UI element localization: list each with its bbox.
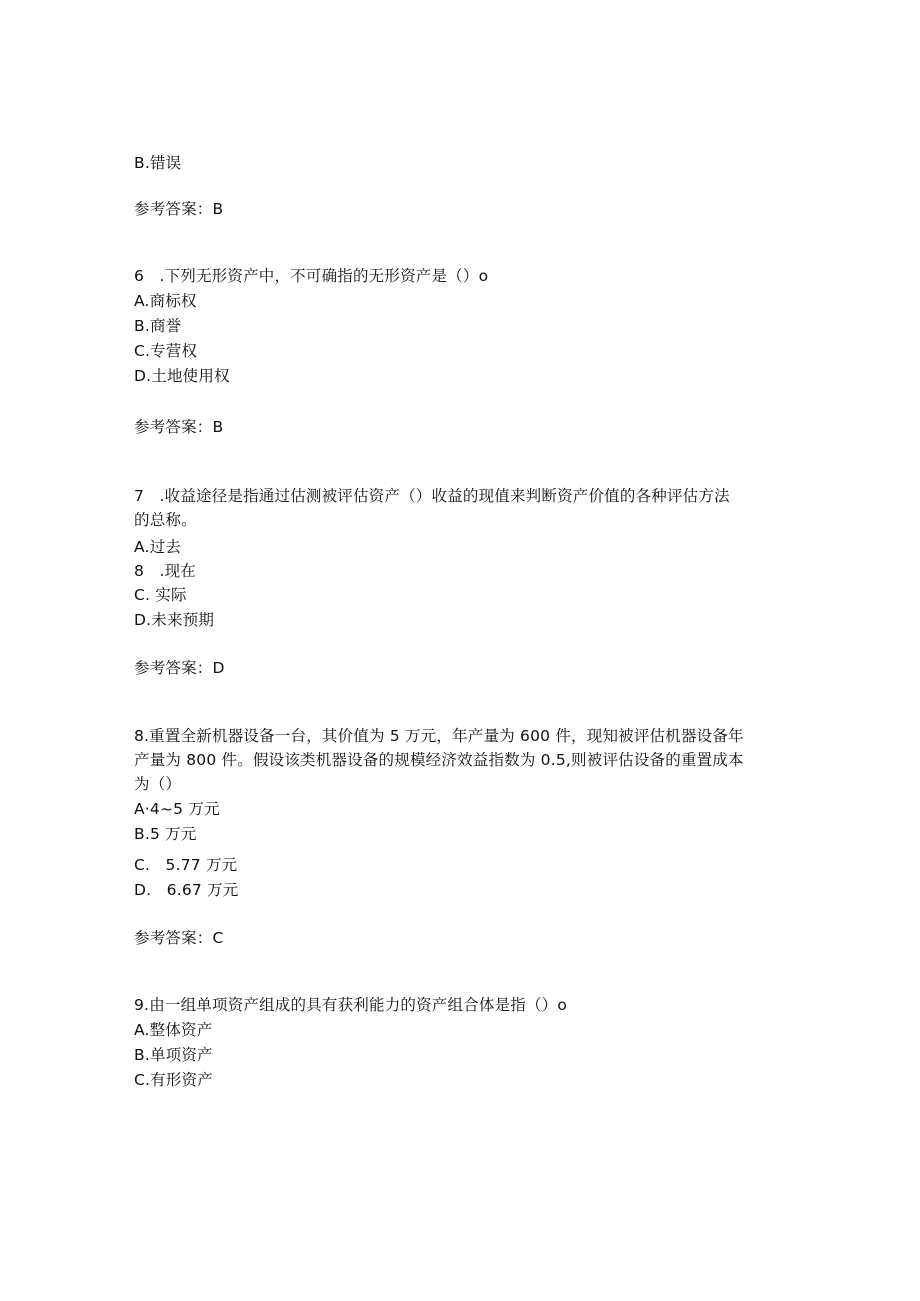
question-9-stem: 9.由一组单项资产组成的具有获利能力的资产组合体是指（）o bbox=[134, 996, 568, 1014]
question-6-option-d: D.土地使用权 bbox=[134, 367, 230, 385]
question-6-option-a: A.商标权 bbox=[134, 292, 197, 310]
question-6-stem: 6 .下列无形资产中，不可确指的无形资产是（）o bbox=[134, 267, 489, 285]
option-b-prev: B.错误 bbox=[134, 154, 182, 172]
question-7-option-c: C. 实际 bbox=[134, 586, 187, 604]
question-7-answer: 参考答案：D bbox=[134, 659, 225, 677]
question-9-option-a: A.整体资产 bbox=[134, 1021, 213, 1039]
question-7-stem-line1: 7 .收益途径是指通过估测被评估资产（）收益的现值来判断资产价值的各种评估方法 bbox=[134, 487, 730, 505]
question-6-option-c: C.专营权 bbox=[134, 342, 198, 360]
question-8-stem-line3: 为（） bbox=[134, 775, 182, 793]
question-6-answer: 参考答案：B bbox=[134, 418, 224, 436]
question-8-stem-line2: 产量为 800 件。假设该类机器设备的规模经济效益指数为 0.5,则被评估设备的重置成本 bbox=[134, 751, 744, 769]
question-8-stem-line1: 8.重置全新机器设备一台，其价值为 5 万元，年产量为 600 件，现知被评估机器设备年 bbox=[134, 727, 744, 745]
question-7-option-b: 8 .现在 bbox=[134, 562, 196, 580]
question-6-option-b: B.商誉 bbox=[134, 317, 182, 335]
question-9-option-b: B.单项资产 bbox=[134, 1046, 213, 1064]
question-8-option-d: D. 6.67 万元 bbox=[134, 881, 239, 899]
question-8-option-c: C. 5.77 万元 bbox=[134, 856, 238, 874]
question-8-option-a: A·4~5 万元 bbox=[134, 800, 220, 818]
question-9-option-c: C.有形资产 bbox=[134, 1071, 213, 1089]
question-8-option-b: B.5 万元 bbox=[134, 825, 197, 843]
question-7-option-d: D.未来预期 bbox=[134, 611, 215, 629]
question-7-stem-line2: 的总称。 bbox=[134, 511, 197, 529]
answer-prev: 参考答案：B bbox=[134, 200, 224, 218]
question-8-answer: 参考答案：C bbox=[134, 929, 224, 947]
question-7-option-a: A.过去 bbox=[134, 538, 182, 556]
